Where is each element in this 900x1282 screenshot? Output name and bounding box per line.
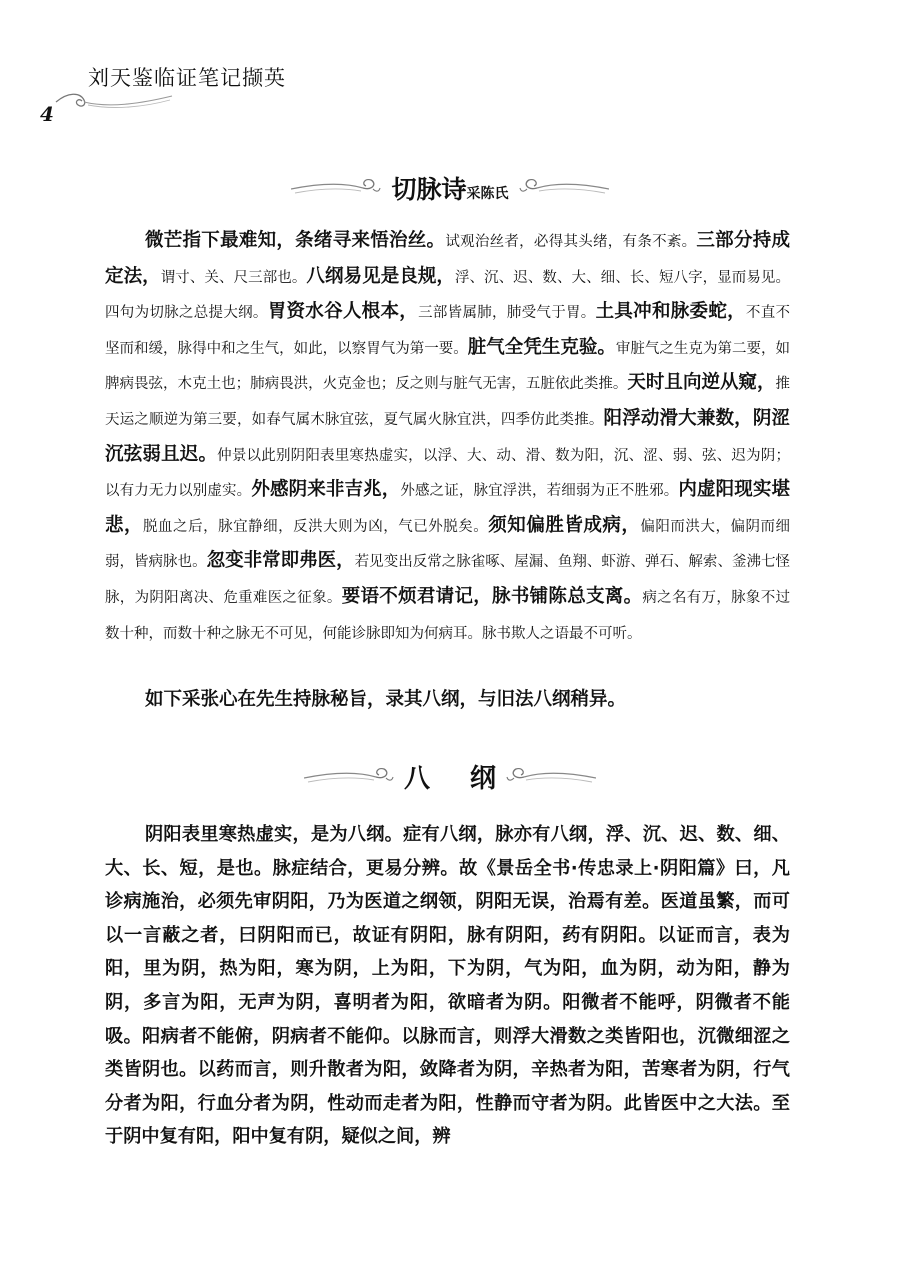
running-header <box>40 62 340 132</box>
poem-verse: 忽变非常即弗医， <box>206 550 355 572</box>
body-paragraph: 阴阳表里寒热虚实，是为八纲。症有八纲，脉亦有八纲，浮、沉、迟、数、细、大、长、短，是也。脉症结合，更易分辨。故《景岳全书·传忠录上·阴阳篇》曰，凡诊病施治，必须先审阴阳，乃为医道之纲领，阴阳无误，治焉有差。医道虽繁，而可以一言蔽之者，曰阴阳而已，故证有阴阳，脉有阴阳，药有阴阳。以证而言，表为阳，里为阴，热为阳，寒为阴，上为阳，下为阴，气为阳，血为阴，动为阳，静为阴，多言为阳，无声为阴，喜明者为阳，欲暗者为阴。阳微者不能呼，阴微者不能吸。阳病者不能俯，阴病者不能仰。以脉而言，则浮大滑数之类皆阳也，沉微细涩之类皆阴也。以药而言，则升散者为阳，敛降者为阴，辛热者为阳，苦寒者为阴，行气分者为阳，行血分者为阴，性动而走者为阳，性静而守者为阴。此皆医中之大法。至于阴中复有阳，阳中复有阴，疑似之间，辨 <box>105 824 790 1148</box>
poem-annotation: 不直不坚而和缓，脉得中和之生气，如此，以察胃气为第一要。 <box>105 305 791 357</box>
poem-annotation: 推天运之顺逆为第三要，如春气属木脉宜弦，夏气属火脉宜洪，四季仿此类推。 <box>105 376 790 428</box>
poem-annotation: 若见变出反常之脉雀啄、屋漏、鱼翔、虾游、弹石、解索、釜沸七怪脉，为阴阳离决、危重难医之征象。 <box>105 554 790 606</box>
poem-annotation: 仲景以此别阴阳表里寒热虚实，以浮、大、动、滑、数为阳，沉、涩、弱、弦、迟为阴；以有力无力以别虚实。 <box>105 447 790 500</box>
poem-paragraph <box>105 224 790 651</box>
poem-verse: 阳浮动滑大兼数，阴涩沉弦弱且迟。 <box>105 407 790 465</box>
section-heading-bagang <box>0 758 900 795</box>
poem-annotation: 审脏气之生克为第二要，如脾病畏弦，木克土也；肺病畏洪，火克金也；反之则与脏气无害，五脏依此类推。 <box>105 340 790 393</box>
header-flourish-ornament <box>54 88 174 112</box>
section-title: 切脉诗 <box>391 175 467 204</box>
poem-verse: 胃资水谷人根本， <box>267 301 419 323</box>
poem-annotation: 三部皆属肺，肺受气于胃。 <box>418 305 596 322</box>
page-number: 4 <box>40 102 54 126</box>
poem-verse: 脏气全凭生克验。 <box>467 336 616 358</box>
poem-annotation: 偏阳而洪大，偏阴而细弱，皆病脉也。 <box>105 518 790 571</box>
poem-annotation: 谓寸、关、尺三部也。 <box>160 269 307 286</box>
right-flourish-ornament <box>519 175 609 201</box>
left-flourish-ornament <box>291 175 381 201</box>
poem-verse: 三部分持成定法， <box>105 230 790 287</box>
intro-paragraph: 如下采张心在先生持脉秘旨，录其八纲，与旧法八纲稍异。 <box>145 689 627 710</box>
book-title: 刘天鉴临证笔记撷英 <box>88 66 286 90</box>
poem-verse: 土具冲和脉委蛇， <box>595 301 746 323</box>
poem-annotation: 病之名有万，脉象不过数十种，而数十种之脉无不可见，何能诊脉即知为何病耳。脉书欺人之语最不可听。 <box>105 589 791 642</box>
section-heading-qiemai <box>0 170 900 206</box>
poem-annotation: 脱血之后，脉宜静细，反洪大则为凶，气已外脱矣。 <box>143 518 489 535</box>
poem-verse: 要语不烦君请记，脉书铺陈总支离。 <box>341 585 643 607</box>
poem-annotation: 浮、沉、迟、数、大、细、长、短八字，显而易见。四句为切脉之总提大纲。 <box>105 269 791 322</box>
poem-verse: 天时且向逆从窥， <box>627 372 776 394</box>
poem-verse: 外感阴来非吉兆， <box>251 479 401 501</box>
poem-verse: 八纲易见是良规， <box>306 265 455 287</box>
poem-verse: 微芒指下最难知，条绪寻来悟治丝。 <box>145 230 446 251</box>
section-title: 八纲 <box>403 764 536 794</box>
right-flourish-ornament <box>506 764 596 790</box>
poem-verse: 内虚阳现实堪悲， <box>105 479 790 536</box>
poem-annotation: 试观治丝者，必得其头绪，有条不紊。 <box>445 234 697 250</box>
left-flourish-ornament <box>304 764 394 790</box>
poem-annotation: 外感之证，脉宜浮洪，若细弱为正不胜邪。 <box>400 483 679 500</box>
section-subtitle: 采陈氏 <box>466 186 509 202</box>
poem-verse: 须知偏胜皆成病， <box>488 514 641 536</box>
